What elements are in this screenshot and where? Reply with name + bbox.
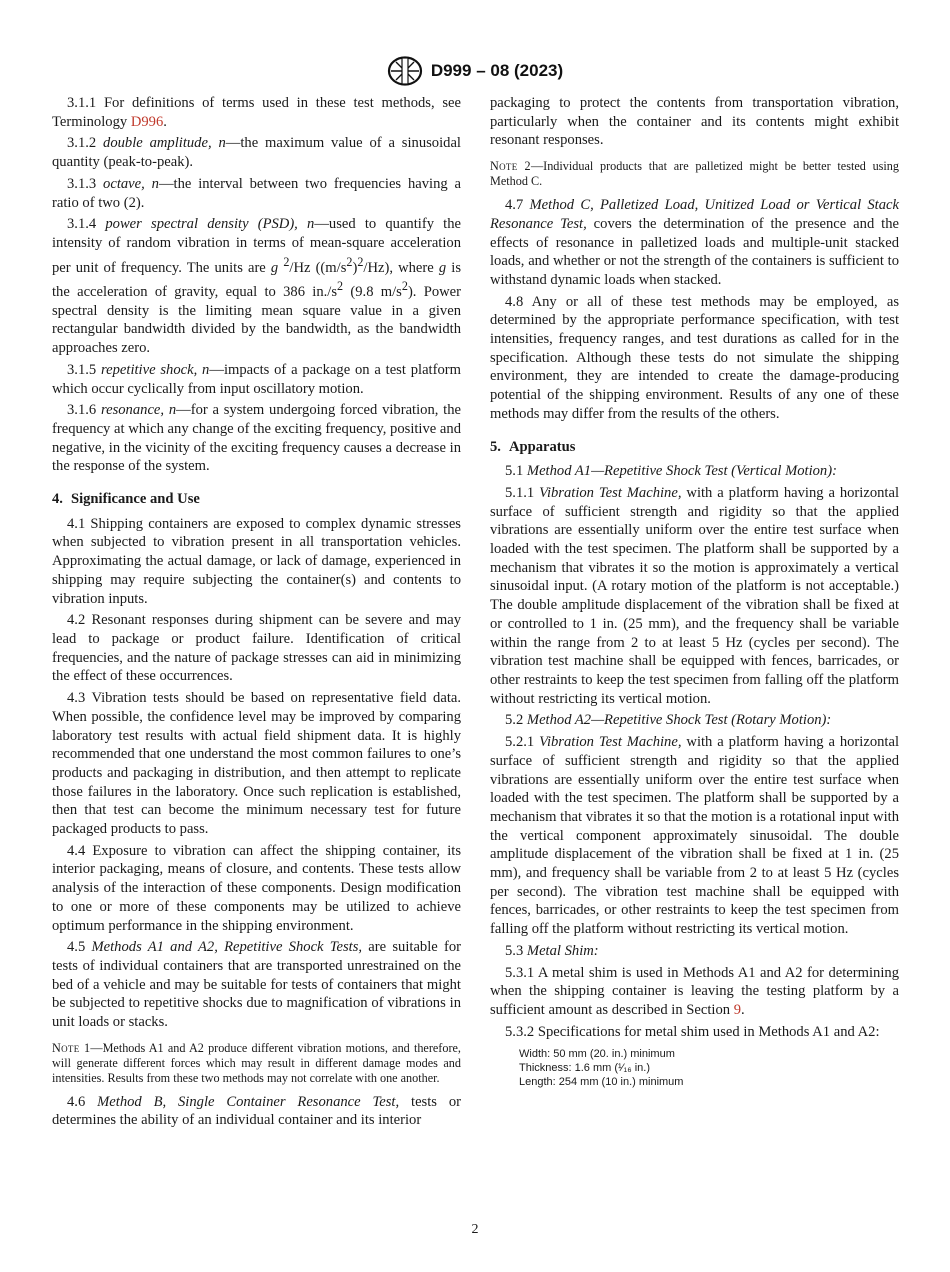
para-5-3-2: 5.3.2 Specifications for metal shim used in Methods A1 and A2: — [505, 1023, 880, 1040]
note-2: Note 2—Individual products that are palletized might be better tested using Method C. — [490, 159, 899, 189]
ref-link-d996[interactable]: D996 — [130, 113, 164, 130]
para-4-6-continued: packaging to protect the contents from transportation vibration, particularly when the container and its contents might exhibit resonant responses. — [490, 95, 899, 149]
spec-width: Width: 50 mm (20. in.) minimum — [519, 1048, 675, 1061]
note-1: Note 1—Methods A1 and A2 produce different vibration motions, and therefore, will generate different forces which may result in different damage modes and intensities. Results from these two methods may not correlate with one another. — [52, 1040, 461, 1085]
para-5-2: 5.2 Method A2—Repetitive Shock Test (Rotary Motion): — [505, 712, 832, 729]
para-4-5: 4.5 Methods A1 and A2, Repetitive Shock Tests, are suitable for tests of individual containers that are transported unrestrained on the bed of a vehicle and may be suitable for tests of containers that might be subjected to repetitive shocks due to magnification of vibrations in unit loads or stacks. — [52, 939, 461, 1031]
para-4-7: 4.7 Method C, Palletized Load, Unitized Load or Vertical Stack Resonance Test, covers the determination of the presence and the effects of resonance in palletized loads and multiple-unit stacked loads, and whether or not the strength of the containers is sufficient to withstand dynamic loads when stacked. — [490, 197, 899, 288]
para-3-1-3: 3.1.3 octave, n—the interval between two frequencies having a ratio of two (2). — [52, 175, 461, 211]
right-column — [490, 94, 899, 1089]
ref-link-section-9[interactable]: 9 — [733, 1001, 742, 1018]
para-5-3: 5.3 Metal Shim: — [505, 942, 599, 959]
para-5-3-1: 5.3.1 A metal shim is used in Methods A1 and A2 for determining when the shipping container is leaving the testing platform by a sufficient amount as described in Section 9. — [490, 964, 899, 1018]
para-3-1-5: 3.1.5 repetitive shock, n—impacts of a package on a test platform which occur cyclically from input oscillatory motion. — [52, 361, 461, 397]
para-4-2: 4.2 Resonant responses during shipment can be severe and may lead to package or product failure. Identification of critical frequencies, and the nature of package stresses can aid in minimizing the effect of these occurrences. — [52, 612, 461, 685]
spec-length: Length: 254 mm (10 in.) minimum — [519, 1076, 684, 1089]
para-4-1: 4.1 Shipping containers are exposed to complex dynamic stresses when subjected to vibration present in all transportation vehicles. Approximating the actual damage, or lack of damage, experienced in shipping may require subjecting the container(s) and contents to vibration inputs. — [52, 515, 461, 607]
para-3-1-4: 3.1.4 power spectral density (PSD), n—used to quantify the intensity of random vibration in terms of mean-square acceleration per unit of frequency. The units are g $^2$/Hz $((m/s^2)^2/Hz)$, where g is the acceleration of gravity, equal to 386 $in./s^2$ (9.8 $m/s^2$). Power spectral density is the limiting mean square value in a given rectangular bandwidth divided by the bandwidth, as the bandwidth approaches zero. — [52, 216, 462, 357]
page-header — [0, 56, 950, 91]
para-3-1-6: 3.1.6 resonance, n—for a system undergoing forced vibration, the frequency at which any change of the exciting frequency, positive and negative, in the vicinity of the exciting frequency causes a decrease in the response of the system. — [52, 402, 461, 475]
document-id: D999 – 08 (2023) — [430, 61, 564, 80]
para-3-1-2: 3.1.2 double amplitude, n—the maximum value of a sinusoidal quantity (peak-to-peak). — [52, 135, 461, 171]
shim-specs-list — [519, 1047, 899, 1089]
section-5-heading: 5. Apparatus — [490, 438, 576, 455]
left-column — [52, 94, 461, 1133]
para-5-1-1: 5.1.1 Vibration Test Machine, with a platform having a horizontal surface of sufficient strength and rigidity so that the applied vibrations are essentially uniform over the entire test surface when loaded with the test specimen. The platform shall be supported by a mechanism that vibrates it so the motion is approximately a vertical sinusoidal input. (A rotary motion of the platform is not acceptable.) The double amplitude displacement of the vibration shall be fixed at or controlled to 1 in. (25 mm), and the frequency shall be variable within the range from 2 to at least 5 Hz (cycles per second). The vibration test machine shall be equipped with fences, barricades, or other restraints to keep the test specimen from falling off the platform without restricting its vertical motion. — [490, 484, 900, 707]
astm-logo — [387, 56, 423, 86]
section-4-heading: 4. Significance and Use — [52, 491, 200, 508]
page-number: 2 — [471, 1222, 479, 1237]
para-4-6: 4.6 Method B, Single Container Resonance Test, tests or determines the ability of an individual container and its interior — [52, 1093, 461, 1129]
para-5-2-1: 5.2.1 Vibration Test Machine, with a platform having a horizontal surface of sufficient strength and rigidity so that the applied vibrations are essentially uniform over the entire test surface when loaded with the test specimen. The platform shall be supported by a mechanism that vibrates it so that the motion is a rotational input with the vertical component approximately sinusoidal. The double amplitude displacement of the vibration shall be fixed at 1 in. (25 mm), and frequency shall be variable from 2 to at least 5 Hz (cycles per second). The vibration test machine shall be equipped with fences, barricades, or other restraints to keep the test specimen from falling off the platform without restricting its vertical motion. — [490, 734, 900, 938]
spec-thickness: Thickness: 1.6 mm (¹⁄₁₆ in.) — [519, 1062, 651, 1075]
para-4-8: 4.8 Any or all of these test methods may be employed, as determined by the appropriate performance specification, with test intensities, frequency ranges, and test durations as called for in the specification. Although these tests do not simulate the shipping environment, they are intended to create the damage-producing potential of the shipping environment. Results of any one of these methods may differ from the results of the others. — [490, 293, 899, 422]
para-4-4: 4.4 Exposure to vibration can affect the shipping container, its interior packaging, means of closure, and contents. These tests allow analysis of the interaction of these components. Design modification to one or more of these components may be utilized to achieve optimum performance in the shipping environment. — [52, 842, 461, 934]
para-3-1-1: 3.1.1 For definitions of terms used in these test methods, see Terminology D996. — [52, 95, 461, 130]
para-5-1: 5.1 Method A1—Repetitive Shock Test (Vertical Motion): — [505, 463, 837, 480]
para-4-3: 4.3 Vibration tests should be based on representative field data. When possible, the confidence level may be improved by comparing laboratory test results with actual field shipment data. It is highly recommended that one understand the most common failures to one’s products and packaging in distribution, and then attempt to replicate those failures in the laboratory. Once such replication is established, then that test can become the minimum necessary test for future packaged products to pass. — [52, 690, 461, 838]
